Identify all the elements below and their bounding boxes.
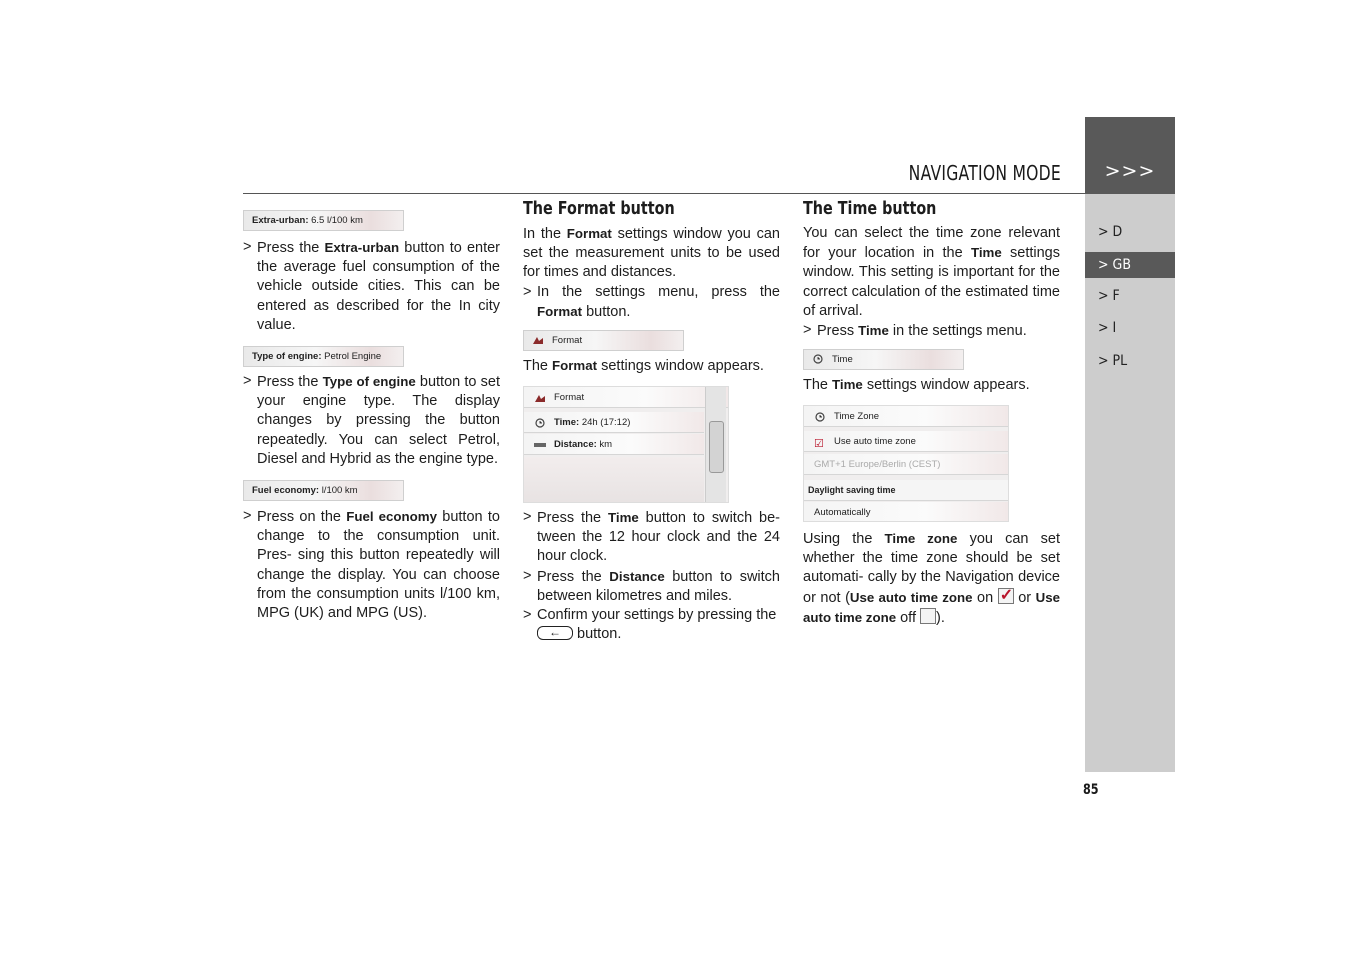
lang-tab-d[interactable]: > D	[1098, 224, 1123, 240]
daylight-saving-button[interactable]: Automatically	[804, 502, 1008, 522]
col1-block3	[243, 507, 500, 623]
key-term: Type of engine	[322, 374, 416, 389]
bar-key: Type of engine:	[252, 351, 322, 362]
bar-value: l/100 km	[321, 485, 358, 496]
lang-tab-gb[interactable]: > GB	[1085, 252, 1175, 278]
col2-appears: The Format settings window appears.	[523, 358, 764, 374]
use-auto-time-zone-checkbox[interactable]: ☑ Use auto time zone	[804, 431, 1008, 452]
col2-top	[523, 200, 780, 322]
bullet-type-of-engine: > Press the Type of engine button to set your engine type. The display changes by pressing the button repeatedly. You can select Petrol, Diesel and Hybrid as the engine type.	[243, 373, 500, 467]
bar-value: Petrol Engine	[324, 351, 382, 362]
time-bar: Time	[803, 349, 964, 370]
time-zone-field[interactable]: GMT+1 Europe/Berlin (CEST)	[804, 454, 1008, 475]
format-icon	[534, 390, 546, 400]
bullet-confirm: > Confirm your settings by pressing the ← button.	[523, 607, 777, 643]
bar-value: 6.5 l/100 km	[311, 215, 363, 226]
col3-bottom	[803, 529, 1060, 628]
time-zone-explanation: Using the Time zone you can set whether the time zone should be set automati- cally by the Navigation device or not (Use auto time zone on ✓ or Use auto time zone off ).	[803, 529, 1060, 628]
format-intro: In the Format settings window you can set the measurement units to be used for times and distances.	[523, 226, 780, 281]
extra-urban-bar	[243, 210, 404, 231]
time-heading: The Time button	[803, 199, 937, 219]
fuel-economy-bar	[243, 480, 404, 501]
format-panel-title: Format	[524, 387, 728, 408]
clock-icon	[812, 352, 824, 362]
clock-icon	[814, 409, 826, 419]
bullet-extra-urban: > Press the Extra-urban button to enter the average fuel consumption of the vehicle outside cities. This can be entered as described for the In city value.	[243, 239, 501, 333]
type-of-engine-bar	[243, 346, 404, 367]
col1-block1	[243, 238, 500, 335]
format-settings-panel	[523, 386, 729, 503]
sidebar-header-block	[1085, 117, 1175, 194]
daylight-saving-label: Daylight saving time	[804, 480, 1008, 501]
checkbox-checked-icon	[998, 588, 1014, 604]
bullet-time-switch: > Press the Time button to switch be- tween the 12 hour clock and the 24 hour clock.	[523, 509, 780, 565]
bullet-press-time: > Press Time in the settings menu.	[803, 322, 1027, 340]
section-title: NAVIGATION MODE	[908, 161, 1061, 185]
distance-button[interactable]: Distance: km	[524, 434, 704, 455]
continue-chevrons: >>>	[1104, 160, 1156, 182]
bullet-press-format: > In the settings menu, press the Format button.	[523, 283, 780, 320]
col3-appears: The Time settings window appears.	[803, 377, 1030, 393]
checkbox-checked-icon: ☑	[814, 438, 824, 451]
col3-top	[803, 200, 1060, 341]
checkbox-unchecked-icon	[920, 608, 936, 624]
ruler-icon	[534, 437, 546, 447]
header-rule	[243, 193, 1085, 194]
bar-key: Fuel economy:	[252, 485, 320, 496]
bullet-fuel-economy: > Press on the Fuel economy button to change to the consumption unit. Pres- sing this button repeatedly will change the display. You can choose from the consumption units l/100 km, MPG (UK) and MPG (US).	[243, 508, 500, 622]
format-icon	[532, 333, 544, 343]
panel-scrollbar[interactable]	[705, 387, 726, 502]
time-intro: You can select the time zone relevant for your location in the Time settings window. This setting is important for the correct calculation of the estimated time of arrival.	[803, 225, 1060, 319]
scrollbar-thumb[interactable]	[709, 421, 724, 473]
key-term: Fuel economy	[346, 509, 437, 524]
time-button[interactable]: Time: 24h (17:12)	[524, 412, 704, 433]
col1-block2	[243, 372, 500, 469]
bullet-distance-switch: > Press the Distance button to switch between kilometres and miles.	[523, 567, 780, 604]
lang-tab-i[interactable]: > I	[1098, 320, 1117, 336]
format-bar: Format	[523, 330, 684, 351]
bar-key: Extra-urban:	[252, 215, 309, 226]
clock-icon	[534, 415, 546, 425]
language-sidebar	[1085, 117, 1175, 772]
panel-background	[524, 457, 704, 502]
back-arrow-icon: ←	[537, 626, 573, 640]
time-settings-panel	[803, 405, 1009, 522]
format-heading: The Format button	[523, 199, 675, 219]
lang-tab-pl[interactable]: > PL	[1098, 353, 1128, 369]
col2-bottom	[523, 508, 780, 644]
key-term: Extra-urban	[324, 240, 400, 255]
time-zone-title: Time Zone	[804, 406, 1008, 427]
page-number: 85	[1083, 782, 1099, 798]
lang-tab-f[interactable]: > F	[1098, 288, 1120, 304]
